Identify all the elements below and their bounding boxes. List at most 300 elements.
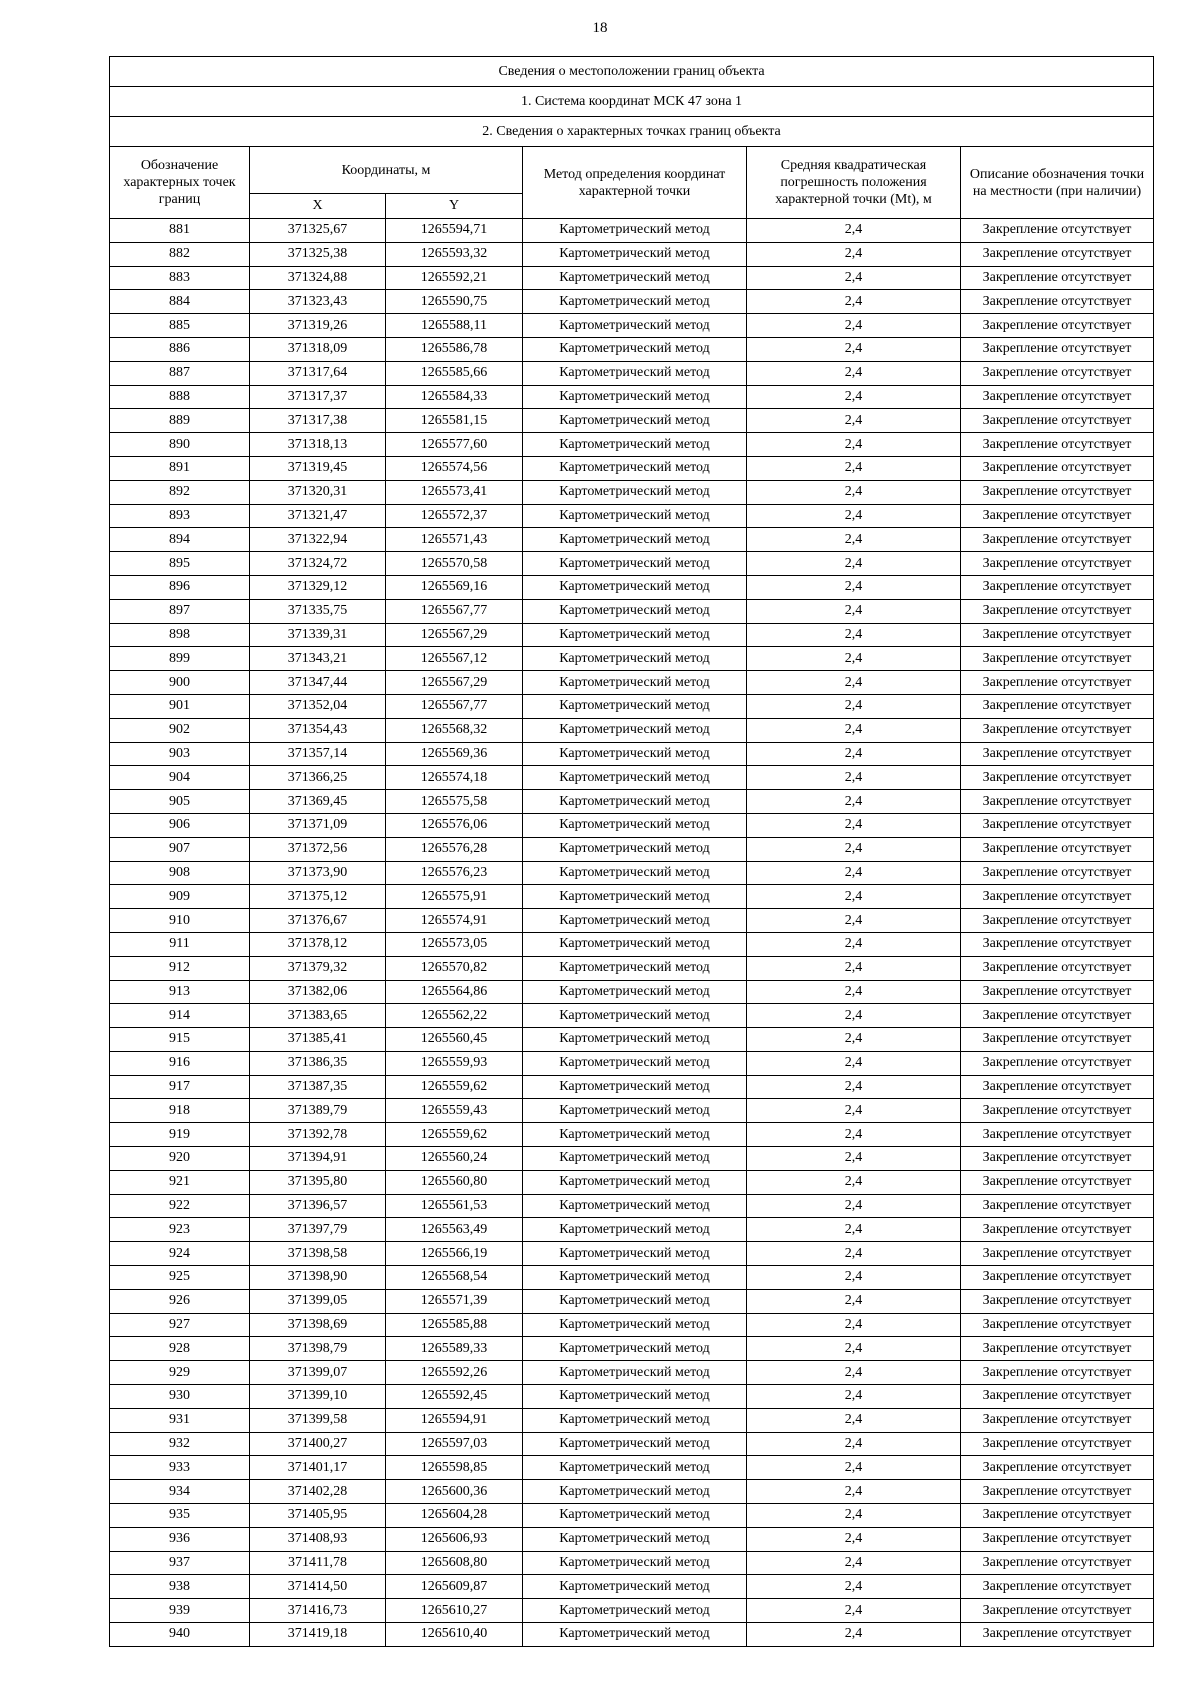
cell-y: 1265604,28 — [386, 1504, 523, 1528]
page-number: 18 — [592, 20, 608, 36]
cell-description: Закрепление отсутствует — [961, 1289, 1154, 1313]
cell-description: Закрепление отсутствует — [961, 504, 1154, 528]
cell-description: Закрепление отсутствует — [961, 790, 1154, 814]
cell-point-id: 932 — [110, 1432, 250, 1456]
table-row — [110, 742, 1154, 766]
cell-description: Закрепление отсутствует — [961, 671, 1154, 695]
cell-point-id: 904 — [110, 766, 250, 790]
cell-error: 2,4 — [747, 480, 961, 504]
table-row — [110, 1361, 1154, 1385]
table-row — [110, 1242, 1154, 1266]
cell-point-id: 924 — [110, 1242, 250, 1266]
cell-y: 1265589,33 — [386, 1337, 523, 1361]
table-row — [110, 623, 1154, 647]
cell-description: Закрепление отсутствует — [961, 742, 1154, 766]
cell-point-id: 882 — [110, 242, 250, 266]
cell-x: 371322,94 — [250, 528, 386, 552]
cell-description: Закрепление отсутствует — [961, 1527, 1154, 1551]
cell-method: Картометрический метод — [523, 504, 747, 528]
table-row — [110, 837, 1154, 861]
cell-x: 371373,90 — [250, 861, 386, 885]
cell-description: Закрепление отсутствует — [961, 409, 1154, 433]
header-designation: Обозначение характерных точек границ — [110, 147, 250, 219]
table-row — [110, 1004, 1154, 1028]
cell-error: 2,4 — [747, 1527, 961, 1551]
cell-point-id: 922 — [110, 1194, 250, 1218]
cell-error: 2,4 — [747, 1313, 961, 1337]
cell-description: Закрепление отсутствует — [961, 623, 1154, 647]
cell-method: Картометрический метод — [523, 1004, 747, 1028]
cell-error: 2,4 — [747, 290, 961, 314]
cell-method: Картометрический метод — [523, 885, 747, 909]
cell-error: 2,4 — [747, 1075, 961, 1099]
cell-error: 2,4 — [747, 433, 961, 457]
cell-x: 371402,28 — [250, 1480, 386, 1504]
table-row — [110, 1337, 1154, 1361]
cell-error: 2,4 — [747, 1194, 961, 1218]
cell-description: Закрепление отсутствует — [961, 1004, 1154, 1028]
cell-method: Картометрический метод — [523, 1480, 747, 1504]
table-row — [110, 1385, 1154, 1409]
cell-method: Картометрический метод — [523, 1599, 747, 1623]
cell-y: 1265609,87 — [386, 1575, 523, 1599]
cell-method: Картометрический метод — [523, 575, 747, 599]
cell-error: 2,4 — [747, 1004, 961, 1028]
cell-error: 2,4 — [747, 219, 961, 243]
cell-description: Закрепление отсутствует — [961, 1170, 1154, 1194]
cell-y: 1265576,28 — [386, 837, 523, 861]
cell-point-id: 906 — [110, 813, 250, 837]
cell-method: Картометрический метод — [523, 1242, 747, 1266]
cell-method: Картометрический метод — [523, 361, 747, 385]
cell-x: 371397,79 — [250, 1218, 386, 1242]
cell-y: 1265610,27 — [386, 1599, 523, 1623]
cell-y: 1265560,24 — [386, 1147, 523, 1171]
cell-x: 371357,14 — [250, 742, 386, 766]
cell-point-id: 908 — [110, 861, 250, 885]
cell-y: 1265570,82 — [386, 956, 523, 980]
cell-x: 371399,05 — [250, 1289, 386, 1313]
cell-description: Закрепление отсутствует — [961, 1147, 1154, 1171]
cell-y: 1265585,88 — [386, 1313, 523, 1337]
cell-method: Картометрический метод — [523, 266, 747, 290]
cell-x: 371335,75 — [250, 599, 386, 623]
cell-error: 2,4 — [747, 1361, 961, 1385]
cell-x: 371399,10 — [250, 1385, 386, 1409]
table-row — [110, 766, 1154, 790]
cell-description: Закрепление отсутствует — [961, 1504, 1154, 1528]
cell-description: Закрепление отсутствует — [961, 1194, 1154, 1218]
cell-point-id: 911 — [110, 932, 250, 956]
cell-description: Закрепление отсутствует — [961, 1456, 1154, 1480]
cell-x: 371419,18 — [250, 1623, 386, 1647]
cell-error: 2,4 — [747, 694, 961, 718]
cell-x: 371383,65 — [250, 1004, 386, 1028]
cell-error: 2,4 — [747, 1599, 961, 1623]
cell-description: Закрепление отсутствует — [961, 813, 1154, 837]
cell-point-id: 903 — [110, 742, 250, 766]
cell-method: Картометрический метод — [523, 1218, 747, 1242]
cell-description: Закрепление отсутствует — [961, 837, 1154, 861]
cell-x: 371317,38 — [250, 409, 386, 433]
cell-point-id: 935 — [110, 1504, 250, 1528]
table-row — [110, 980, 1154, 1004]
table-row — [110, 1170, 1154, 1194]
cell-method: Картометрический метод — [523, 1551, 747, 1575]
table-row — [110, 1099, 1154, 1123]
cell-point-id: 905 — [110, 790, 250, 814]
cell-method: Картометрический метод — [523, 1575, 747, 1599]
cell-x: 371371,09 — [250, 813, 386, 837]
cell-x: 371329,12 — [250, 575, 386, 599]
cell-y: 1265568,54 — [386, 1266, 523, 1290]
cell-description: Закрепление отсутствует — [961, 1408, 1154, 1432]
cell-y: 1265594,91 — [386, 1408, 523, 1432]
cell-y: 1265573,05 — [386, 932, 523, 956]
cell-description: Закрепление отсутствует — [961, 956, 1154, 980]
cell-y: 1265598,85 — [386, 1456, 523, 1480]
table-row — [110, 242, 1154, 266]
cell-y: 1265568,32 — [386, 718, 523, 742]
table-row — [110, 1575, 1154, 1599]
cell-error: 2,4 — [747, 956, 961, 980]
cell-y: 1265592,21 — [386, 266, 523, 290]
table-row — [110, 409, 1154, 433]
table-row — [110, 1432, 1154, 1456]
cell-method: Картометрический метод — [523, 1028, 747, 1052]
cell-x: 371319,45 — [250, 456, 386, 480]
cell-x: 371382,06 — [250, 980, 386, 1004]
cell-method: Картометрический метод — [523, 766, 747, 790]
cell-point-id: 936 — [110, 1527, 250, 1551]
cell-description: Закрепление отсутствует — [961, 861, 1154, 885]
cell-description: Закрепление отсутствует — [961, 1313, 1154, 1337]
cell-method: Картометрический метод — [523, 599, 747, 623]
cell-point-id: 939 — [110, 1599, 250, 1623]
cell-y: 1265600,36 — [386, 1480, 523, 1504]
cell-point-id: 896 — [110, 575, 250, 599]
table-row — [110, 1147, 1154, 1171]
points-title: 2. Сведения о характерных точках границ объекта — [110, 117, 1154, 147]
table-row — [110, 337, 1154, 361]
cell-description: Закрепление отсутствует — [961, 219, 1154, 243]
cell-description: Закрепление отсутствует — [961, 1075, 1154, 1099]
cell-error: 2,4 — [747, 1147, 961, 1171]
cell-description: Закрепление отсутствует — [961, 1266, 1154, 1290]
cell-method: Картометрический метод — [523, 1361, 747, 1385]
cell-method: Картометрический метод — [523, 837, 747, 861]
cell-method: Картометрический метод — [523, 671, 747, 695]
table-row — [110, 266, 1154, 290]
cell-error: 2,4 — [747, 790, 961, 814]
cell-point-id: 900 — [110, 671, 250, 695]
cell-point-id: 934 — [110, 1480, 250, 1504]
table-row — [110, 528, 1154, 552]
cell-method: Картометрический метод — [523, 647, 747, 671]
cell-method: Картометрический метод — [523, 790, 747, 814]
table-row — [110, 1123, 1154, 1147]
cell-description: Закрепление отсутствует — [961, 1385, 1154, 1409]
header-x: X — [250, 194, 386, 219]
cell-description: Закрепление отсутствует — [961, 337, 1154, 361]
cell-error: 2,4 — [747, 647, 961, 671]
cell-method: Картометрический метод — [523, 861, 747, 885]
cell-y: 1265592,45 — [386, 1385, 523, 1409]
cell-point-id: 887 — [110, 361, 250, 385]
cell-method: Картометрический метод — [523, 1289, 747, 1313]
cell-error: 2,4 — [747, 575, 961, 599]
header-error: Средняя квадратическая погрешность положения характерной точки (Mt), м — [747, 147, 961, 219]
cell-description: Закрепление отсутствует — [961, 1480, 1154, 1504]
table-row — [110, 790, 1154, 814]
table-row — [110, 480, 1154, 504]
cell-error: 2,4 — [747, 1218, 961, 1242]
cell-description: Закрепление отсутствует — [961, 242, 1154, 266]
cell-error: 2,4 — [747, 361, 961, 385]
cell-description: Закрепление отсутствует — [961, 1623, 1154, 1647]
cell-point-id: 930 — [110, 1385, 250, 1409]
table-row — [110, 1313, 1154, 1337]
cell-error: 2,4 — [747, 1289, 961, 1313]
cell-error: 2,4 — [747, 409, 961, 433]
cell-error: 2,4 — [747, 528, 961, 552]
cell-x: 371325,38 — [250, 242, 386, 266]
cell-error: 2,4 — [747, 1623, 961, 1647]
cell-x: 371320,31 — [250, 480, 386, 504]
cell-description: Закрепление отсутствует — [961, 1551, 1154, 1575]
cell-x: 371405,95 — [250, 1504, 386, 1528]
cell-y: 1265566,19 — [386, 1242, 523, 1266]
cell-x: 371389,79 — [250, 1099, 386, 1123]
cell-point-id: 893 — [110, 504, 250, 528]
cell-point-id: 890 — [110, 433, 250, 457]
cell-y: 1265559,62 — [386, 1075, 523, 1099]
cell-point-id: 927 — [110, 1313, 250, 1337]
cell-description: Закрепление отсутствует — [961, 314, 1154, 338]
cell-method: Картометрический метод — [523, 314, 747, 338]
cell-method: Картометрический метод — [523, 1527, 747, 1551]
cell-x: 371408,93 — [250, 1527, 386, 1551]
cell-method: Картометрический метод — [523, 1051, 747, 1075]
cell-error: 2,4 — [747, 813, 961, 837]
cell-x: 371372,56 — [250, 837, 386, 861]
cell-method: Картометрический метод — [523, 623, 747, 647]
cell-y: 1265561,53 — [386, 1194, 523, 1218]
cell-y: 1265576,23 — [386, 861, 523, 885]
cell-x: 371324,72 — [250, 552, 386, 576]
table-row — [110, 599, 1154, 623]
cell-x: 371375,12 — [250, 885, 386, 909]
cell-method: Картометрический метод — [523, 552, 747, 576]
coord-system-title: 1. Система координат МСК 47 зона 1 — [110, 87, 1154, 117]
cell-method: Картометрический метод — [523, 1456, 747, 1480]
table-row — [110, 861, 1154, 885]
cell-y: 1265562,22 — [386, 1004, 523, 1028]
cell-method: Картометрический метод — [523, 456, 747, 480]
cell-description: Закрепление отсутствует — [961, 599, 1154, 623]
cell-method: Картометрический метод — [523, 718, 747, 742]
cell-method: Картометрический метод — [523, 1432, 747, 1456]
cell-description: Закрепление отсутствует — [961, 1575, 1154, 1599]
cell-point-id: 883 — [110, 266, 250, 290]
cell-method: Картометрический метод — [523, 528, 747, 552]
cell-x: 371392,78 — [250, 1123, 386, 1147]
cell-x: 371319,26 — [250, 314, 386, 338]
cell-y: 1265567,12 — [386, 647, 523, 671]
cell-y: 1265572,37 — [386, 504, 523, 528]
cell-method: Картометрический метод — [523, 1504, 747, 1528]
cell-y: 1265585,66 — [386, 361, 523, 385]
cell-description: Закрепление отсутствует — [961, 552, 1154, 576]
cell-error: 2,4 — [747, 718, 961, 742]
cell-description: Закрепление отсутствует — [961, 1361, 1154, 1385]
cell-method: Картометрический метод — [523, 956, 747, 980]
cell-point-id: 901 — [110, 694, 250, 718]
cell-y: 1265593,32 — [386, 242, 523, 266]
cell-point-id: 885 — [110, 314, 250, 338]
cell-description: Закрепление отсутствует — [961, 456, 1154, 480]
cell-error: 2,4 — [747, 1099, 961, 1123]
cell-method: Картометрический метод — [523, 980, 747, 1004]
cell-method: Картометрический метод — [523, 1147, 747, 1171]
table-row — [110, 1051, 1154, 1075]
cell-x: 371369,45 — [250, 790, 386, 814]
cell-method: Картометрический метод — [523, 1623, 747, 1647]
cell-point-id: 914 — [110, 1004, 250, 1028]
table-row — [110, 552, 1154, 576]
table-row — [110, 885, 1154, 909]
cell-error: 2,4 — [747, 1028, 961, 1052]
cell-y: 1265569,16 — [386, 575, 523, 599]
cell-y: 1265608,80 — [386, 1551, 523, 1575]
cell-y: 1265577,60 — [386, 433, 523, 457]
cell-y: 1265560,80 — [386, 1170, 523, 1194]
cell-error: 2,4 — [747, 504, 961, 528]
cell-description: Закрепление отсутствует — [961, 1051, 1154, 1075]
cell-method: Картометрический метод — [523, 1123, 747, 1147]
cell-x: 371317,37 — [250, 385, 386, 409]
cell-point-id: 940 — [110, 1623, 250, 1647]
cell-point-id: 919 — [110, 1123, 250, 1147]
cell-point-id: 925 — [110, 1266, 250, 1290]
table-row — [110, 1551, 1154, 1575]
cell-x: 371398,79 — [250, 1337, 386, 1361]
cell-method: Картометрический метод — [523, 337, 747, 361]
table-row — [110, 694, 1154, 718]
cell-x: 371394,91 — [250, 1147, 386, 1171]
cell-description: Закрепление отсутствует — [961, 266, 1154, 290]
cell-y: 1265560,45 — [386, 1028, 523, 1052]
cell-y: 1265567,29 — [386, 671, 523, 695]
cell-description: Закрепление отсутствует — [961, 433, 1154, 457]
cell-point-id: 888 — [110, 385, 250, 409]
cell-point-id: 931 — [110, 1408, 250, 1432]
table-row — [110, 1456, 1154, 1480]
cell-method: Картометрический метод — [523, 409, 747, 433]
cell-point-id: 933 — [110, 1456, 250, 1480]
cell-description: Закрепление отсутствует — [961, 480, 1154, 504]
cell-error: 2,4 — [747, 337, 961, 361]
table-row — [110, 1527, 1154, 1551]
cell-description: Закрепление отсутствует — [961, 647, 1154, 671]
cell-y: 1265575,58 — [386, 790, 523, 814]
cell-method: Картометрический метод — [523, 433, 747, 457]
cell-error: 2,4 — [747, 1432, 961, 1456]
cell-y: 1265586,78 — [386, 337, 523, 361]
section-title: Сведения о местоположении границ объекта — [110, 57, 1154, 87]
cell-x: 371324,88 — [250, 266, 386, 290]
cell-error: 2,4 — [747, 1123, 961, 1147]
cell-method: Картометрический метод — [523, 290, 747, 314]
cell-description: Закрепление отсутствует — [961, 909, 1154, 933]
cell-point-id: 910 — [110, 909, 250, 933]
cell-y: 1265569,36 — [386, 742, 523, 766]
cell-description: Закрепление отсутствует — [961, 1599, 1154, 1623]
cell-x: 371347,44 — [250, 671, 386, 695]
cell-y: 1265597,03 — [386, 1432, 523, 1456]
table-row — [110, 1504, 1154, 1528]
cell-method: Картометрический метод — [523, 1408, 747, 1432]
cell-y: 1265567,29 — [386, 623, 523, 647]
table-row — [110, 1289, 1154, 1313]
cell-description: Закрепление отсутствует — [961, 1242, 1154, 1266]
cell-description: Закрепление отсутствует — [961, 1432, 1154, 1456]
cell-description: Закрепление отсутствует — [961, 980, 1154, 1004]
cell-x: 371400,27 — [250, 1432, 386, 1456]
table-row — [110, 932, 1154, 956]
cell-error: 2,4 — [747, 932, 961, 956]
cell-x: 371354,43 — [250, 718, 386, 742]
cell-description: Закрепление отсутствует — [961, 290, 1154, 314]
cell-y: 1265559,93 — [386, 1051, 523, 1075]
cell-error: 2,4 — [747, 1456, 961, 1480]
table-row — [110, 456, 1154, 480]
cell-point-id: 884 — [110, 290, 250, 314]
table-row — [110, 1408, 1154, 1432]
cell-method: Картометрический метод — [523, 1099, 747, 1123]
table-row — [110, 909, 1154, 933]
cell-point-id: 897 — [110, 599, 250, 623]
table-row — [110, 956, 1154, 980]
cell-x: 371416,73 — [250, 1599, 386, 1623]
cell-y: 1265570,58 — [386, 552, 523, 576]
table-row — [110, 647, 1154, 671]
cell-description: Закрепление отсутствует — [961, 575, 1154, 599]
cell-y: 1265559,62 — [386, 1123, 523, 1147]
cell-x: 371325,67 — [250, 219, 386, 243]
cell-point-id: 895 — [110, 552, 250, 576]
table-row — [110, 314, 1154, 338]
cell-error: 2,4 — [747, 242, 961, 266]
cell-error: 2,4 — [747, 909, 961, 933]
cell-error: 2,4 — [747, 266, 961, 290]
header-description: Описание обозначения точки на местности (при наличии) — [961, 147, 1154, 219]
table-row — [110, 575, 1154, 599]
table-row — [110, 1075, 1154, 1099]
cell-point-id: 921 — [110, 1170, 250, 1194]
cell-description: Закрепление отсутствует — [961, 361, 1154, 385]
cell-error: 2,4 — [747, 1480, 961, 1504]
cell-x: 371339,31 — [250, 623, 386, 647]
table-body — [110, 219, 1154, 1647]
cell-point-id: 913 — [110, 980, 250, 1004]
cell-x: 371387,35 — [250, 1075, 386, 1099]
cell-x: 371399,58 — [250, 1408, 386, 1432]
table-row — [110, 219, 1154, 243]
cell-method: Картометрический метод — [523, 932, 747, 956]
cell-point-id: 889 — [110, 409, 250, 433]
table-row — [110, 290, 1154, 314]
